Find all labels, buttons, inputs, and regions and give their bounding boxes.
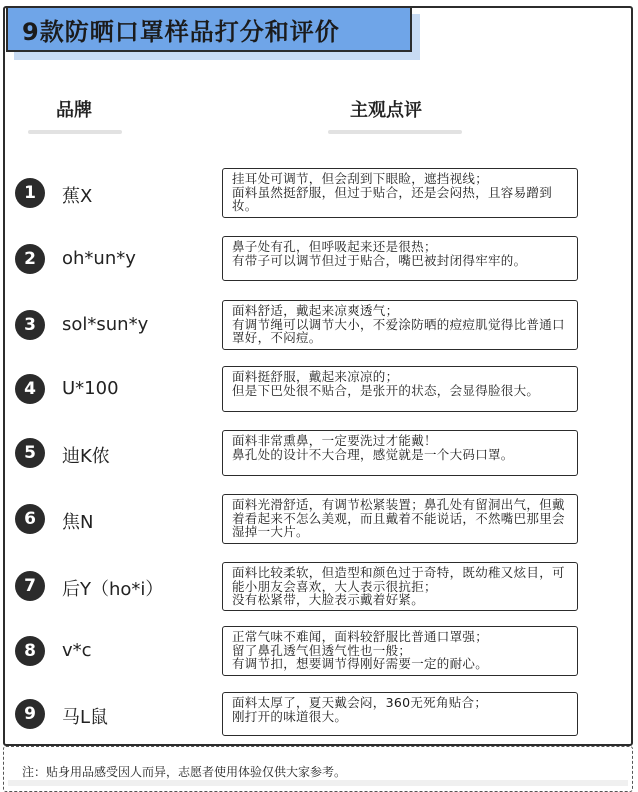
review-row: [0, 626, 638, 676]
comment-column-header: 主观点评: [350, 100, 422, 121]
review-comment: 面料太厚了，夏天戴会闷，360无死角贴合； 刚打开的味道很大。: [222, 692, 578, 736]
brand-name: 马L鼠: [62, 707, 109, 728]
brand-column-header: 品牌: [56, 100, 92, 121]
review-row: [0, 562, 638, 610]
rank-badge: 5: [15, 438, 45, 468]
rank-badge: 6: [15, 504, 45, 534]
brand-name: sol*sun*y: [62, 314, 149, 335]
review-row: [0, 366, 638, 412]
footnote: 注：贴身用品感受因人而异，志愿者使用体验仅供大家参考。: [22, 765, 347, 779]
comment-header-underline: [328, 130, 462, 134]
review-row: [0, 168, 638, 218]
rank-badge: 7: [15, 571, 45, 601]
review-comment: 面料非常熏鼻，一定要洗过才能戴！ 鼻孔处的设计不大合理，感觉就是一个大码口罩。: [222, 430, 578, 476]
review-comment: 面料挺舒服，戴起来凉凉的； 但是下巴处很不贴合，是张开的状态，会显得脸很大。: [222, 366, 578, 412]
review-comment: 挂耳处可调节，但会刮到下眼睑，遮挡视线； 面料虽然挺舒服，但过于贴合，还是会闷热，且容易蹭到妆。: [222, 168, 578, 218]
rank-badge: 8: [15, 636, 45, 666]
review-row: [0, 494, 638, 544]
rank-badge: 9: [15, 699, 45, 729]
review-comment: 正常气味不难闻，面料较舒服比普通口罩强； 留了鼻孔透气但透气性也一般； 有调节扣，想要调节得刚好需要一定的耐心。: [222, 626, 578, 676]
review-comment: 面料舒适，戴起来凉爽透气； 有调节绳可以调节大小，不爱涂防晒的痘痘肌觉得比普通口罩好，不闷痘。: [222, 300, 578, 350]
brand-name: oh*un*y: [62, 247, 136, 269]
rank-badge: 4: [15, 374, 45, 404]
review-comment: 鼻子处有孔，但呼吸起来还是很热； 有带子可以调节但过于贴合，嘴巴被封闭得牢牢的。: [222, 236, 578, 281]
rank-badge: 2: [15, 244, 45, 274]
brand-header-underline: [28, 130, 122, 134]
brand-name: 迪K侬: [62, 446, 110, 467]
rank-badge: 3: [15, 310, 45, 340]
review-row: [0, 692, 638, 736]
brand-name: 蕉X: [62, 186, 93, 207]
rank-badge: 1: [15, 178, 45, 208]
brand-name: 焦N: [62, 512, 94, 533]
page-title: 9款防晒口罩样品打分和评价: [6, 6, 412, 52]
brand-name: v*c: [62, 640, 92, 661]
review-comment: 面料光滑舒适，有调节松紧装置；鼻孔处有留洞出气，但戴着看起来不怎么美观，而且戴着不能说话，不然嘴巴那里会湿掉一大片。: [222, 494, 578, 544]
review-row: [0, 236, 638, 281]
review-row: [0, 300, 638, 350]
brand-name: U*100: [62, 378, 119, 399]
brand-name: 后Y（ho*i）: [62, 579, 164, 600]
review-comment: 面料比较柔软，但造型和颜色过于奇特，既幼稚又炫目，可能小朋友会喜欢，大人表示很抗拒； 没有松紧带，大脸表示戴着好紧。: [222, 562, 578, 611]
footnote-shadow: [8, 780, 628, 786]
review-row: [0, 430, 638, 476]
